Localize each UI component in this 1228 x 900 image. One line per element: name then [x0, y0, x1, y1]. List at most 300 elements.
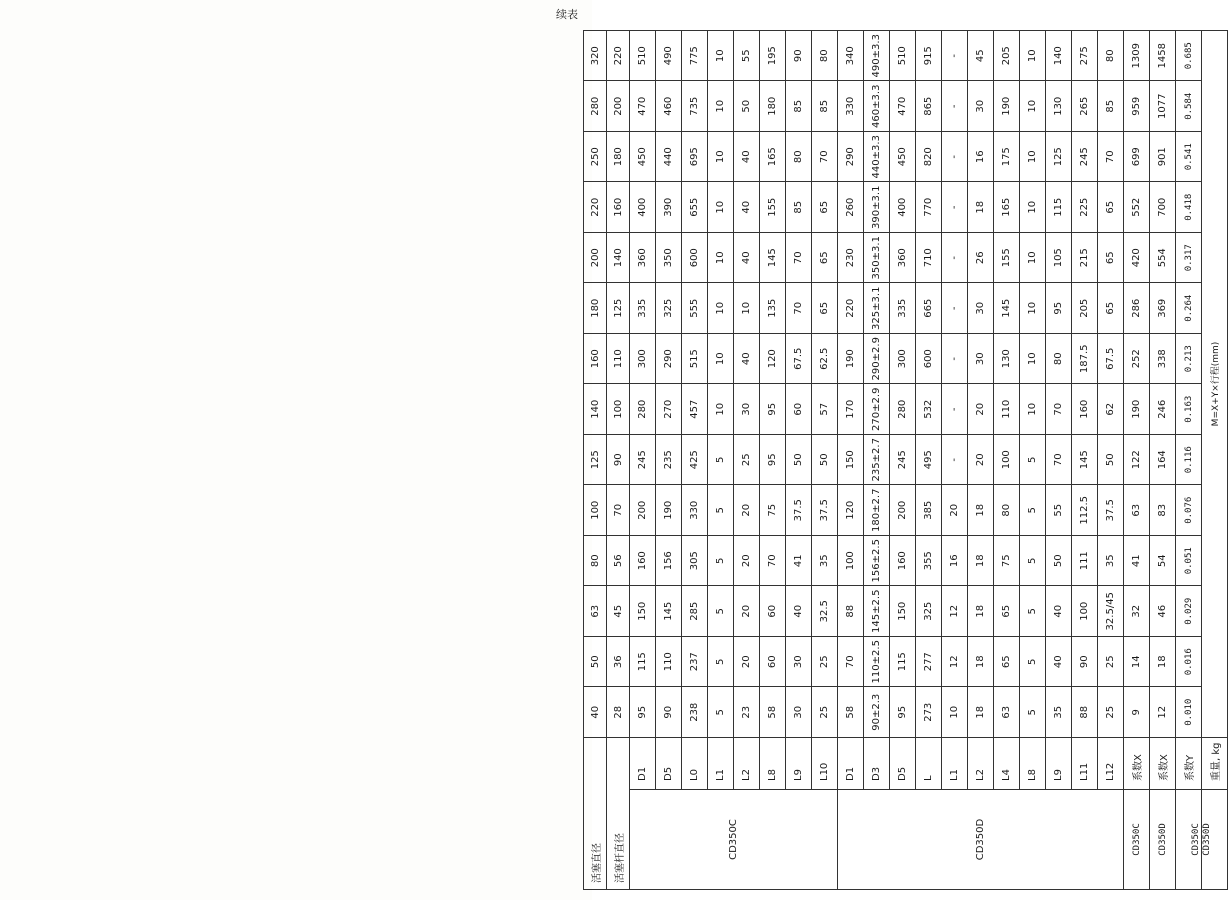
coefficient-value: 699	[1124, 132, 1150, 183]
dimension-value: 60	[760, 586, 786, 637]
dimension-value: 70	[812, 132, 838, 183]
rod-header-row	[607, 31, 630, 890]
rod-value: 100	[607, 384, 630, 435]
bore-value: 280	[584, 81, 607, 132]
dimension-value: 360	[630, 233, 656, 284]
dimension-value: 290±2.9	[864, 334, 890, 385]
dimension-value: 40	[734, 233, 760, 284]
dimension-value: 35	[812, 536, 838, 587]
table-row	[916, 31, 942, 890]
dimension-value: 425	[682, 435, 708, 486]
dimension-value: 510	[890, 31, 916, 82]
table-body	[584, 31, 1228, 890]
coefficient-value: 0.317	[1176, 233, 1202, 284]
bore-value: 200	[584, 233, 607, 284]
dimension-value: 30	[968, 334, 994, 385]
dimension-value: 10	[734, 283, 760, 334]
dimension-value: 165	[994, 182, 1020, 233]
rod-value: 180	[607, 132, 630, 183]
dimension-value: 50	[734, 81, 760, 132]
dimension-value: 100	[994, 435, 1020, 486]
dimension-value: 10	[708, 132, 734, 183]
dimension-value: 55	[1046, 485, 1072, 536]
dimension-value: 490±3.3	[864, 31, 890, 82]
coefficient-value: 63	[1124, 485, 1150, 536]
dimension-value: 300	[630, 334, 656, 385]
dimension-value: 85	[786, 81, 812, 132]
dimension-value: 195	[760, 31, 786, 82]
dimension-value: 40	[734, 132, 760, 183]
table-row	[708, 31, 734, 890]
coefficient-value: 552	[1124, 182, 1150, 233]
dimension-value: 20	[734, 586, 760, 637]
dimension-value: -	[942, 233, 968, 284]
dimension-value: 470	[890, 81, 916, 132]
coefficient-value: 83	[1150, 485, 1176, 536]
coef-y-row	[1176, 31, 1202, 890]
dimension-label: L9	[786, 738, 812, 790]
rod-value: 220	[607, 31, 630, 82]
dimension-value: 5	[1020, 485, 1046, 536]
dimension-value: 75	[760, 485, 786, 536]
weight-label: 重量, kg	[1202, 738, 1228, 790]
dimension-value: 12	[942, 637, 968, 688]
coefficient-value: 14	[1124, 637, 1150, 688]
dimension-label: L12	[1098, 738, 1124, 790]
dimension-value: 145	[656, 586, 682, 637]
coef-x-c-row	[1124, 31, 1150, 890]
dimension-value: 40	[734, 334, 760, 385]
dimension-value: 200	[630, 485, 656, 536]
dimension-value: 150	[838, 435, 864, 486]
coefficient-value: 286	[1124, 283, 1150, 334]
dimension-value: 355	[916, 536, 942, 587]
dimension-value: 65	[994, 637, 1020, 688]
dimension-value: 10	[708, 31, 734, 82]
dimension-value: 165	[760, 132, 786, 183]
dimension-value: 10	[708, 81, 734, 132]
dimension-value: 23	[734, 687, 760, 738]
coefficient-value: 41	[1124, 536, 1150, 587]
dimension-value: 330	[838, 81, 864, 132]
dimension-value: 865	[916, 81, 942, 132]
dimension-value: 5	[708, 536, 734, 587]
dimension-value: 20	[734, 637, 760, 688]
dimension-value: 457	[682, 384, 708, 435]
coefficient-label: 系数X	[1124, 738, 1150, 790]
dimension-value: 20	[968, 435, 994, 486]
dimension-value: 30	[734, 384, 760, 435]
dimension-value: -	[942, 132, 968, 183]
dimension-label: D1	[838, 738, 864, 790]
dimension-value: 390	[656, 182, 682, 233]
coefficient-label: 系数Y	[1176, 738, 1202, 790]
dimension-value: 10	[1020, 81, 1046, 132]
dimension-value: 63	[994, 687, 1020, 738]
dimension-value: 145	[760, 233, 786, 284]
dimension-value: 10	[1020, 182, 1046, 233]
dimension-value: 40	[786, 586, 812, 637]
dimension-value: 70	[786, 233, 812, 284]
coefficient-value: 0.076	[1176, 485, 1202, 536]
coefficient-value: 959	[1124, 81, 1150, 132]
dimension-value: 5	[1020, 637, 1046, 688]
dimension-value: 10	[942, 687, 968, 738]
dimension-value: 67.5	[786, 334, 812, 385]
dimension-value: 120	[760, 334, 786, 385]
dimension-value: 5	[1020, 536, 1046, 587]
dimension-value: 145	[1072, 435, 1098, 486]
dimension-value: 300	[890, 334, 916, 385]
coefficient-value: 0.010	[1176, 687, 1202, 738]
bore-value: 250	[584, 132, 607, 183]
dimension-value: 25	[812, 687, 838, 738]
dimension-value: 100	[838, 536, 864, 587]
coefficient-value: 32	[1124, 586, 1150, 637]
dimension-value: 37.5	[1098, 485, 1124, 536]
dimension-value: 111	[1072, 536, 1098, 587]
dimension-value: -	[942, 384, 968, 435]
dimension-value: 50	[1046, 536, 1072, 587]
dimension-value: 95	[630, 687, 656, 738]
dimension-value: 710	[916, 233, 942, 284]
dimension-value: 140	[1046, 31, 1072, 82]
dimension-value: 135	[760, 283, 786, 334]
dimension-value: 65	[1098, 182, 1124, 233]
dimension-label: D5	[656, 738, 682, 790]
dimension-value: 62.5	[812, 334, 838, 385]
dimension-value: 40	[1046, 637, 1072, 688]
dimension-value: 95	[890, 687, 916, 738]
dimension-value: 90	[786, 31, 812, 82]
dimension-value: 270	[656, 384, 682, 435]
dimension-value: 325	[656, 283, 682, 334]
dimension-value: 450	[630, 132, 656, 183]
dimension-value: 70	[760, 536, 786, 587]
dimension-value: 10	[708, 182, 734, 233]
dimension-value: 41	[786, 536, 812, 587]
dimension-value: 145	[994, 283, 1020, 334]
dimension-value: 238	[682, 687, 708, 738]
dimension-value: 150	[890, 586, 916, 637]
weight-formula: M=X+Y×行程(mm)	[1202, 31, 1228, 738]
table-row	[812, 31, 838, 890]
dimension-value: 5	[1020, 687, 1046, 738]
dimension-value: 90	[1072, 637, 1098, 688]
coefficient-value: 700	[1150, 182, 1176, 233]
dimension-value: 18	[968, 586, 994, 637]
dimension-value: 280	[630, 384, 656, 435]
dimension-value: 95	[760, 435, 786, 486]
dimension-label: L11	[1072, 738, 1098, 790]
rod-value: 125	[607, 283, 630, 334]
dimension-value: 65	[812, 182, 838, 233]
dimension-value: 215	[1072, 233, 1098, 284]
dimension-value: 400	[630, 182, 656, 233]
dimension-value: 85	[1098, 81, 1124, 132]
dimension-value: 735	[682, 81, 708, 132]
dimension-value: 70	[838, 637, 864, 688]
dimension-value: 60	[760, 637, 786, 688]
dimension-value: 12	[942, 586, 968, 637]
dimension-value: 290	[656, 334, 682, 385]
dimension-value: 25	[734, 435, 760, 486]
coefficient-value: 252	[1124, 334, 1150, 385]
bore-value: 80	[584, 536, 607, 587]
dimension-value: 230	[838, 233, 864, 284]
model-label-c: CD350C	[1191, 790, 1202, 889]
dimension-value: 115	[1046, 182, 1072, 233]
dimension-value: 115	[630, 637, 656, 688]
coefficient-value: 18	[1150, 637, 1176, 688]
dimension-value: 160	[890, 536, 916, 587]
dimension-value: 70	[1046, 384, 1072, 435]
dimension-value: 10	[1020, 233, 1046, 284]
dimension-value: 57	[812, 384, 838, 435]
dimension-value: 180±2.7	[864, 485, 890, 536]
bore-value: 63	[584, 586, 607, 637]
dimension-value: 265	[1072, 81, 1098, 132]
rod-value: 56	[607, 536, 630, 587]
dimension-value: 220	[838, 283, 864, 334]
dimension-value: 10	[1020, 132, 1046, 183]
rod-value: 45	[607, 586, 630, 637]
dimension-value: 110	[656, 637, 682, 688]
dimension-value: 105	[1046, 233, 1072, 284]
dimension-value: 170	[838, 384, 864, 435]
dimension-value: 80	[1098, 31, 1124, 82]
dimension-value: 80	[1046, 334, 1072, 385]
dimension-value: 273	[916, 687, 942, 738]
coefficient-value: 901	[1150, 132, 1176, 183]
dimension-value: 58	[838, 687, 864, 738]
dimension-value: 156	[656, 536, 682, 587]
rod-value: 140	[607, 233, 630, 284]
rod-value: 90	[607, 435, 630, 486]
dimension-value: 275	[1072, 31, 1098, 82]
dimension-value: 26	[968, 233, 994, 284]
dimension-value: 5	[708, 637, 734, 688]
dimension-value: 440±3.3	[864, 132, 890, 183]
rotated-table-wrapper	[583, 30, 1228, 890]
dimension-value: 205	[994, 31, 1020, 82]
dimension-value: 10	[1020, 334, 1046, 385]
dimension-value: 205	[1072, 283, 1098, 334]
dimension-value: 400	[890, 182, 916, 233]
dimension-value: 88	[1072, 687, 1098, 738]
dimension-label: L9	[1046, 738, 1072, 790]
rod-value: 160	[607, 182, 630, 233]
coefficient-value: 0.213	[1176, 334, 1202, 385]
bore-value: 160	[584, 334, 607, 385]
table-row	[942, 31, 968, 890]
dimension-value: 385	[916, 485, 942, 536]
dimension-value: 190	[994, 81, 1020, 132]
dimension-label: L1	[942, 738, 968, 790]
dimension-value: 20	[968, 384, 994, 435]
coefficient-value: 0.685	[1176, 31, 1202, 82]
dimension-label: D3	[864, 738, 890, 790]
dimension-value: 450	[890, 132, 916, 183]
dimension-value: 490	[656, 31, 682, 82]
rod-value: 70	[607, 485, 630, 536]
dimension-value: 10	[708, 283, 734, 334]
dimension-value: 5	[1020, 435, 1046, 486]
dimension-value: 100	[1072, 586, 1098, 637]
dimension-value: 440	[656, 132, 682, 183]
bore-value: 180	[584, 283, 607, 334]
model-label-d: CD350D	[1202, 823, 1212, 856]
dimension-value: 290	[838, 132, 864, 183]
dimension-value: 65	[812, 283, 838, 334]
dimension-value: 60	[786, 384, 812, 435]
dimension-value: 10	[1020, 31, 1046, 82]
dimension-value: 10	[708, 334, 734, 385]
dimension-value: 235	[656, 435, 682, 486]
coefficient-value: 122	[1124, 435, 1150, 486]
dimension-value: 32.5/45	[1098, 586, 1124, 637]
dimension-value: 5	[708, 586, 734, 637]
dimension-label: L4	[994, 738, 1020, 790]
dimension-value: 90	[656, 687, 682, 738]
coefficient-value: 164	[1150, 435, 1176, 486]
coefficient-value: 0.264	[1176, 283, 1202, 334]
dimension-value: 95	[1046, 283, 1072, 334]
dimension-value: 915	[916, 31, 942, 82]
coefficient-value: 1077	[1150, 81, 1176, 132]
dimension-value: 75	[994, 536, 1020, 587]
dimension-value: -	[942, 81, 968, 132]
bore-value: 100	[584, 485, 607, 536]
coefficient-value: 0.116	[1176, 435, 1202, 486]
dimension-value: 820	[916, 132, 942, 183]
model-label-both	[1176, 790, 1228, 890]
dimension-value: 18	[968, 536, 994, 587]
dimension-value: 67.5	[1098, 334, 1124, 385]
table-row	[994, 31, 1020, 890]
bore-value: 220	[584, 182, 607, 233]
coefficient-value: 0.051	[1176, 536, 1202, 587]
dimension-value: 130	[994, 334, 1020, 385]
dimension-value: 35	[1046, 687, 1072, 738]
dimension-value: 30	[968, 81, 994, 132]
coefficient-value: 9	[1124, 687, 1150, 738]
dimension-value: 510	[630, 31, 656, 82]
table-row	[1020, 31, 1046, 890]
dimension-value: 390±3.1	[864, 182, 890, 233]
dimension-value: 245	[630, 435, 656, 486]
dimension-label: L10	[812, 738, 838, 790]
dimension-value: 125	[1046, 132, 1072, 183]
rod-value: 200	[607, 81, 630, 132]
dimension-value: 70	[1046, 435, 1072, 486]
bore-value: 50	[584, 637, 607, 688]
dimension-value: 110±2.5	[864, 637, 890, 688]
dimension-value: 80	[812, 31, 838, 82]
dimension-value: 600	[916, 334, 942, 385]
dimension-value: 555	[682, 283, 708, 334]
dimension-value: 460±3.3	[864, 81, 890, 132]
dimension-value: 665	[916, 283, 942, 334]
coefficient-value: 1309	[1124, 31, 1150, 82]
dimension-value: 18	[968, 182, 994, 233]
dimension-value: 235±2.7	[864, 435, 890, 486]
dimension-value: 115	[890, 637, 916, 688]
coefficient-value: 12	[1150, 687, 1176, 738]
dimension-value: 460	[656, 81, 682, 132]
dimension-value: 145±2.5	[864, 586, 890, 637]
dimension-value: 10	[708, 233, 734, 284]
dimension-value: 58	[760, 687, 786, 738]
dimension-value: 190	[838, 334, 864, 385]
dimension-value: 62	[1098, 384, 1124, 435]
dimension-label: D1	[630, 738, 656, 790]
dimension-value: 80	[994, 485, 1020, 536]
dimension-value: 30	[786, 687, 812, 738]
dimension-value: 18	[968, 687, 994, 738]
dimension-value: 65	[994, 586, 1020, 637]
coefficient-value: 1458	[1150, 31, 1176, 82]
model-label: CD350D	[1150, 790, 1176, 890]
dimension-value: 187.5	[1072, 334, 1098, 385]
dimension-value: 40	[1046, 586, 1072, 637]
table-row	[760, 31, 786, 890]
rod-value: 36	[607, 637, 630, 688]
dimension-value: 65	[812, 233, 838, 284]
dimension-value: 80	[786, 132, 812, 183]
dimension-value: 237	[682, 637, 708, 688]
dimension-label: L	[916, 738, 942, 790]
dimension-label: L1	[708, 738, 734, 790]
dimension-value: 160	[630, 536, 656, 587]
dimension-value: 285	[682, 586, 708, 637]
dimension-value: 150	[630, 586, 656, 637]
dimension-value: 25	[1098, 687, 1124, 738]
table-row	[1046, 31, 1072, 890]
table-row	[864, 31, 890, 890]
coefficient-value: 0.163	[1176, 384, 1202, 435]
dimension-value: 18	[968, 485, 994, 536]
dimension-value: 65	[1098, 283, 1124, 334]
dimension-label: D5	[890, 738, 916, 790]
dimension-value: 88	[838, 586, 864, 637]
bore-value: 320	[584, 31, 607, 82]
dimension-value: 10	[1020, 384, 1046, 435]
dimension-value: 10	[1020, 283, 1046, 334]
coefficient-value: 0.029	[1176, 586, 1202, 637]
table-row	[1072, 31, 1098, 890]
table-row	[968, 31, 994, 890]
dimension-value: 112.5	[1072, 485, 1098, 536]
dimension-label: L0	[682, 738, 708, 790]
coefficient-label: 系数X	[1150, 738, 1176, 790]
coefficient-value: 0.418	[1176, 182, 1202, 233]
coefficient-value: 190	[1124, 384, 1150, 435]
dimension-value: 30	[968, 283, 994, 334]
dimension-value: 190	[656, 485, 682, 536]
dimension-value: 25	[812, 637, 838, 688]
model-label: CD350C	[1124, 790, 1150, 890]
coefficient-value: 246	[1150, 384, 1176, 435]
dimension-value: 270±2.9	[864, 384, 890, 435]
group-c-model-label: CD350C	[630, 790, 838, 890]
table-row	[734, 31, 760, 890]
rod-header-label: 活塞杆直径	[607, 738, 630, 890]
table-row	[838, 31, 864, 890]
cylinder-dimension-table	[583, 30, 1228, 890]
dimension-value: 155	[994, 233, 1020, 284]
dimension-value: 775	[682, 31, 708, 82]
